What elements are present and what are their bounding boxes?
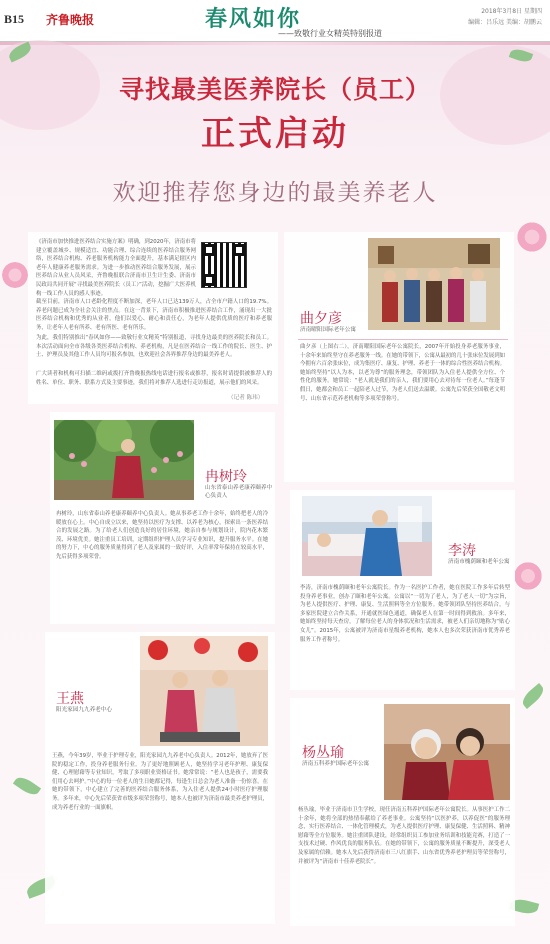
- qr-corner: [203, 274, 215, 286]
- profile-text: 杨丛瑜，毕业于济南市卫生学校，现任济南五科养护国际老年公寓院长。从事医护工作二十余年，她将全部的热情奉献给了养老事业。公寓坚持“以医护养，以养促医”的服务理念，实行医养结合、一体化管理模式，为老人提供医疗护理、康复保健、生活照料、精神慰藉等全方位服务。她注重团队建设，经常组织员工参加业务培训和技能竞赛，打造了一支技术过硬、作风优良的服务队伍。在她的带领下，公寓的服务质量不断提升，深受老人及家属的信赖。她本人先后获得济南市三八红旗手、山东省优秀养老护理员等荣誉称号，并被评为“济南市十佳养老院长”。: [298, 807, 510, 865]
- group-photo-illustration: [368, 238, 500, 330]
- profile-photo: [368, 238, 500, 330]
- intro-paragraph-3: 为此，我们特别推出“春风如你——致敬行业女精英”特别报道，寻找身边最美的医养院长和员工。本次活动面向全市各级各类医养结合机构、养老机构，凡是在医养结合一线工作的院长、医生、护士、护理员及其他工作人员均可报名参加，也欢迎社会各界推荐身边的最美养老人。: [36, 335, 272, 359]
- flower-decoration: [0, 260, 30, 290]
- profile-text: 李涛，济南市槐荫颐和老年公寓院长。作为一名医护工作者，她在医院工作多年后转型投身养老事业，创办了颐和老年公寓。公寓以“一切为了老人，为了老人一切”为宗旨，为老人提供医疗、护理、康复、生活照料等全方位服务。她带领团队坚持医养结合，与多家医院建立合作关系，开通就医绿色通道，确保老人在第一时间得到救治。多年来，她始终坚持每天查房，了解每位老人的身体状况和生活需求，被老人们亲切地称为“贴心女儿”。2015年，公寓被评为济南市星级养老机构，她本人也多次荣获济南市优秀养老服务工作者称号。: [300, 585, 510, 643]
- qr-code[interactable]: [201, 242, 247, 288]
- intro-paragraph-4: 广大读者和机构可扫描二维码或拨打齐鲁晚报热线电话进行报名或推荐，报名时请提供被推荐人的姓名、单位、职务、联系方式及主要事迹，我们将对推荐人选进行走访报道，展示他们的风采。: [36, 371, 272, 386]
- paper-name: 齐鲁晚报: [46, 13, 95, 27]
- garden-photo-illustration: [54, 420, 194, 500]
- page-number: B15: [4, 12, 25, 26]
- divider: [298, 339, 508, 340]
- profile-role: 济南五科养护国际老年公寓: [302, 761, 370, 767]
- qr-corner: [203, 244, 215, 256]
- profile-photo: [140, 636, 268, 746]
- profile-name: 杨丛瑜: [302, 745, 344, 761]
- intro-paragraph-2: 截至目前，济南市人口老龄化程度不断加深，老年人口已达139万人，占全市户籍人口的19.7%。养老问题已成为全社会关注的焦点。在这一背景下，济南市积极推进医养结合工作，涌现出一大批医养结合机构和优秀的从业者，他们以爱心、耐心和责任心，为老年人提供优质的医疗和养老服务，让老年人老有所养、老有所医、老有所乐。: [36, 299, 272, 331]
- editor-credits: 编辑：吕乐远 美编：胡鹏云: [468, 19, 542, 26]
- profile-name: 冉树玲: [205, 469, 247, 485]
- headline-line-2: 正式启动: [201, 114, 349, 154]
- profile-role: 山东省泰山养老康养颐养中心负责人: [205, 485, 273, 499]
- portrait-photo-illustration: [384, 704, 510, 800]
- leaf-decoration: [13, 774, 41, 799]
- qr-corner: [233, 244, 245, 256]
- headline-line-1: 寻找最美医养院长（员工）: [118, 75, 431, 104]
- profile-text: 曲夕彦（上图右二），济南曜阳国际老年公寓院长，2007年开始投身养老服务事业，十余年来始终坚守在养老服务一线。在她的带领下，公寓从最初的几十张床位发展到如今拥有六百余张床位，成为集医疗、康复、护理、养老于一体的综合性医养结合机构。她始终坚持“以人为本，以老为尊”的服务理念，带领团队为入住老人提供全方位、个性化的服务。她常说：“老人就是我们的亲人，我们要用心去对待每一位老人。”每逢节假日，她都会和员工一起陪老人过节，为老人们送去温暖。公寓先后荣获全国敬老文明号、山东省示范养老机构等多项荣誉称号。: [300, 344, 505, 402]
- column-logo: 春风如你: [205, 6, 302, 32]
- header-divider: [0, 42, 550, 45]
- profile-photo: [384, 704, 510, 800]
- profile-name: 王燕: [56, 691, 84, 707]
- profile-role: 阳光家园九九养老中心: [56, 707, 112, 713]
- flower-decoration: [512, 560, 544, 592]
- profile-role: 济南市槐荫颐和老年公寓: [448, 559, 510, 565]
- profile-photo: [302, 496, 432, 576]
- page-header: [0, 0, 550, 42]
- profile-text: 冉树玲，山东省泰山养老康养颐养中心负责人。她从事养老工作十余年，始终把老人的冷暖放在心上。中心自成立以来，她坚持以医疗为支撑、以养老为核心，探索出一条医养结合的发展之路。为了给老人们创造良好的居住环境，她亲自参与规划设计，院内花木繁茂、环境优美。她注重员工培训，定期组织护理人员学习专业知识，提升服务水平。在她的努力下，中心的服务质量得到了老人及家属的一致好评，入住率常年保持在较高水平，先后获得多项荣誉。: [56, 511, 268, 560]
- profile-role: 济南曜阳国际老年公寓: [300, 327, 356, 333]
- care-photo-illustration: [302, 496, 432, 576]
- headline-line-3: 欢迎推荐您身边的最美养老人: [112, 180, 438, 206]
- profile-name: 李涛: [448, 543, 476, 559]
- column-subtitle: ——致敬行业女精英特别报道: [278, 29, 382, 38]
- reporter-byline: （记者 陈玮）: [228, 395, 264, 401]
- leaf-decoration: [519, 683, 547, 709]
- festival-photo-illustration: [140, 636, 268, 746]
- profile-name: 曲夕彦: [300, 311, 342, 327]
- intro-paragraph-1: 《济南市加快推进医养结合实施方案》明确，到2020年，济南市将建立覆盖城乡、规模适宜、功能合理、综合连续的医养结合服务网络，医养结合机构、养老服务机构能力全面提升，基本满足辖区内老年人健康养老服务需求。为进一步推动医养结合服务发展，展示医养结合从业人员风采，齐鲁晚报联合济南市卫生计生委、济南市民政局共同开展“寻找最美医养院长（员工）”活动，挖掘广大医养机构一线工作人员的感人事迹。: [36, 239, 196, 296]
- issue-date: 2018年3月8日 星期四: [481, 8, 542, 15]
- profile-text: 王燕，今年39岁，毕业于护理专业，阳光家园九九养老中心负责人。2012年，她放弃了医院的稳定工作，投身养老服务行业。为了更好地照顾老人，她坚持学习老年护理、康复保健、心理慰藉等专业知识，考取了多项职业资格证书。她常常说：“老人也是孩子，需要我们用心去呵护。”中心的每一位老人的生日她都记得，每逢生日总会为老人准备一份惊喜。在她的带领下，中心建立了完善的医养结合服务体系，为入住老人提供24小时医疗护理服务。多年来，中心先后荣获省市级多项荣誉称号，她本人也被评为济南市最美养老护理员，成为养老行业的一面旗帜。: [52, 753, 268, 811]
- flower-decoration: [515, 220, 549, 254]
- profile-photo: [54, 420, 194, 500]
